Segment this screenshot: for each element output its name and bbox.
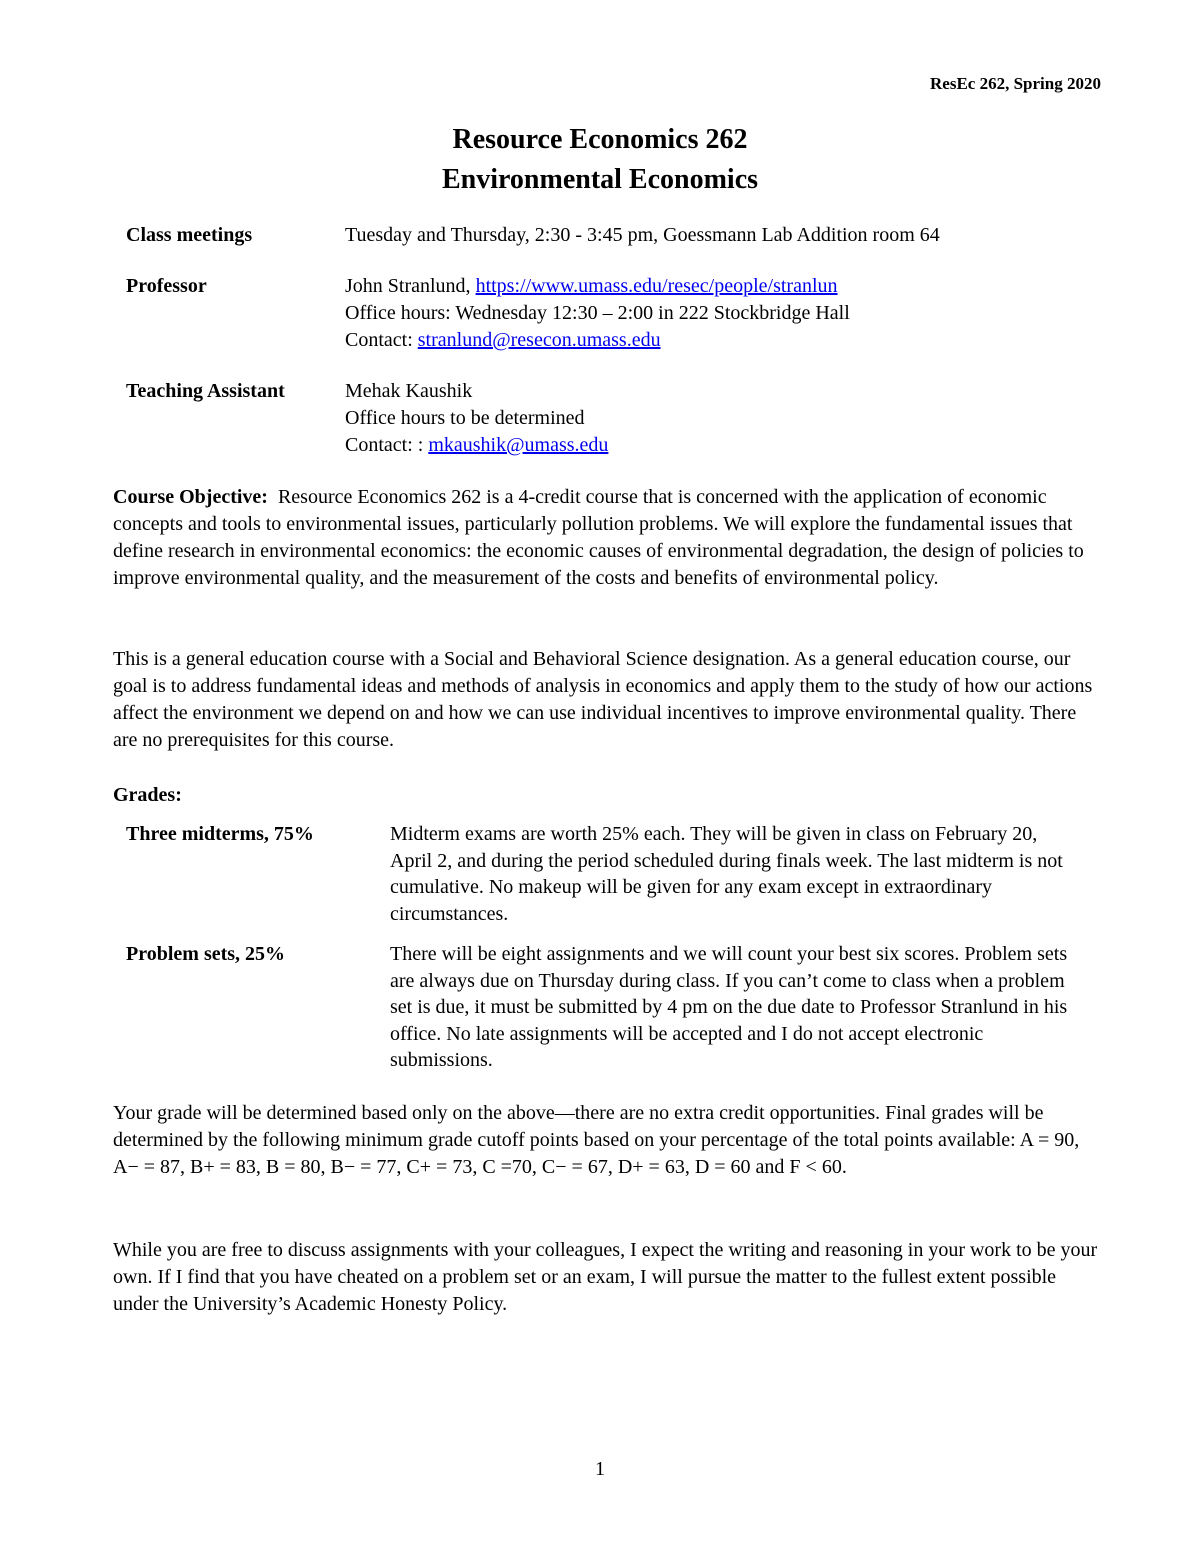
professor-url-link[interactable]: https://www.umass.edu/resec/people/stranlun (475, 275, 838, 297)
professor-name-line (345, 273, 940, 300)
course-name-title: Environmental Economics (441, 164, 759, 195)
grade-policy-paragraph: Your grade will be determined based only on the above—there are no extra credit opportunities. Final grades will be determined by the following minimum grade cutoff points based on your percentage of the total points available: A = 90, A− = 87, B+ = 83, B = 80, B− = 77, C+ = 73, C =70, C− = 67, D+ = 63, D = 60 and F < 60. (113, 1102, 1080, 1178)
document-title (0, 120, 1200, 200)
grades-heading: Grades: (113, 784, 182, 806)
academic-honesty-paragraph: While you are free to discuss assignments with your colleagues, I expect the writing and reasoning in your work to be your own. If I find that you have cheated on a problem set or an exam, I will pursue the matter to the fullest extent possible under the University’s Academic Honesty Policy. (113, 1239, 1098, 1315)
professor-email-link[interactable]: stranlund@resecon.umass.edu (417, 329, 661, 351)
professor-row (126, 273, 940, 354)
grade-item-description: Midterm exams are worth 25% each. They will be given in class on February 20, April 2, and during the period scheduled during finals week. The last midterm is not cumulative. No makeup will be given for any exam except in extraordinary circumstances. (390, 823, 1063, 925)
course-number-title: Resource Economics 262 (452, 124, 748, 155)
ta-name: Mehak Kaushik (345, 380, 473, 402)
ta-contact-line (345, 432, 940, 459)
grade-item-label: Three midterms, 75% (126, 823, 314, 845)
professor-details (345, 273, 940, 354)
ta-details (345, 378, 940, 459)
professor-label: Professor (126, 275, 207, 297)
class-meetings-row (126, 222, 940, 249)
professor-office-hours: Office hours: Wednesday 12:30 – 2:00 in 222 Stockbridge Hall (345, 302, 850, 324)
grade-item-midterms (126, 821, 1080, 927)
ta-row (126, 378, 940, 459)
class-meetings-value: Tuesday and Thursday, 2:30 - 3:45 pm, Goessmann Lab Addition room 64 (345, 224, 940, 246)
grade-item-problem-sets (126, 941, 1080, 1074)
page-number: 1 (595, 1458, 605, 1480)
ta-label: Teaching Assistant (126, 380, 285, 402)
gen-ed-paragraph: This is a general education course with a Social and Behavioral Science designation. As a general education course, our goal is to address fundamental ideas and methods of analysis in economics and apply them to the study of how our actions affect the environment we depend on and how we can use individual incentives to improve environmental quality. There are no prerequisites for this course. (113, 648, 1093, 751)
running-header: ResEc 262, Spring 2020 (930, 74, 1101, 93)
class-meetings-label: Class meetings (126, 224, 253, 246)
course-objective-text: Resource Economics 262 is a 4-credit course that is concerned with the application of economic concepts and tools to environmental issues, particularly pollution problems. We will explore the fundamental issues that define research in environmental economics: the economic causes of environmental degradation, the design of policies to improve environmental quality, and the measurement of the costs and benefits of environmental policy. (113, 486, 1084, 589)
grade-item-description: There will be eight assignments and we will count your best six scores. Problem sets are always due on Thursday during class. If you can’t come to class when a problem set is due, it must be submitted by 4 pm on the due date to Professor Stranlund in his office. No late assignments will be accepted and I do not accept electronic submissions. (390, 943, 1068, 1071)
professor-contact-line (345, 327, 940, 354)
professor-contact-label: Contact: (345, 329, 418, 351)
course-objective-paragraph (113, 484, 1103, 592)
grade-item-label: Problem sets, 25% (126, 943, 286, 965)
professor-name: John Stranlund, (345, 275, 476, 297)
ta-contact-label: Contact: : (345, 434, 429, 456)
ta-office-hours: Office hours to be determined (345, 407, 585, 429)
course-objective-label: Course Objective: (113, 486, 268, 508)
ta-email-link[interactable]: mkaushik@umass.edu (428, 434, 609, 456)
grades-table (126, 821, 1080, 1074)
course-info-table (126, 222, 940, 459)
